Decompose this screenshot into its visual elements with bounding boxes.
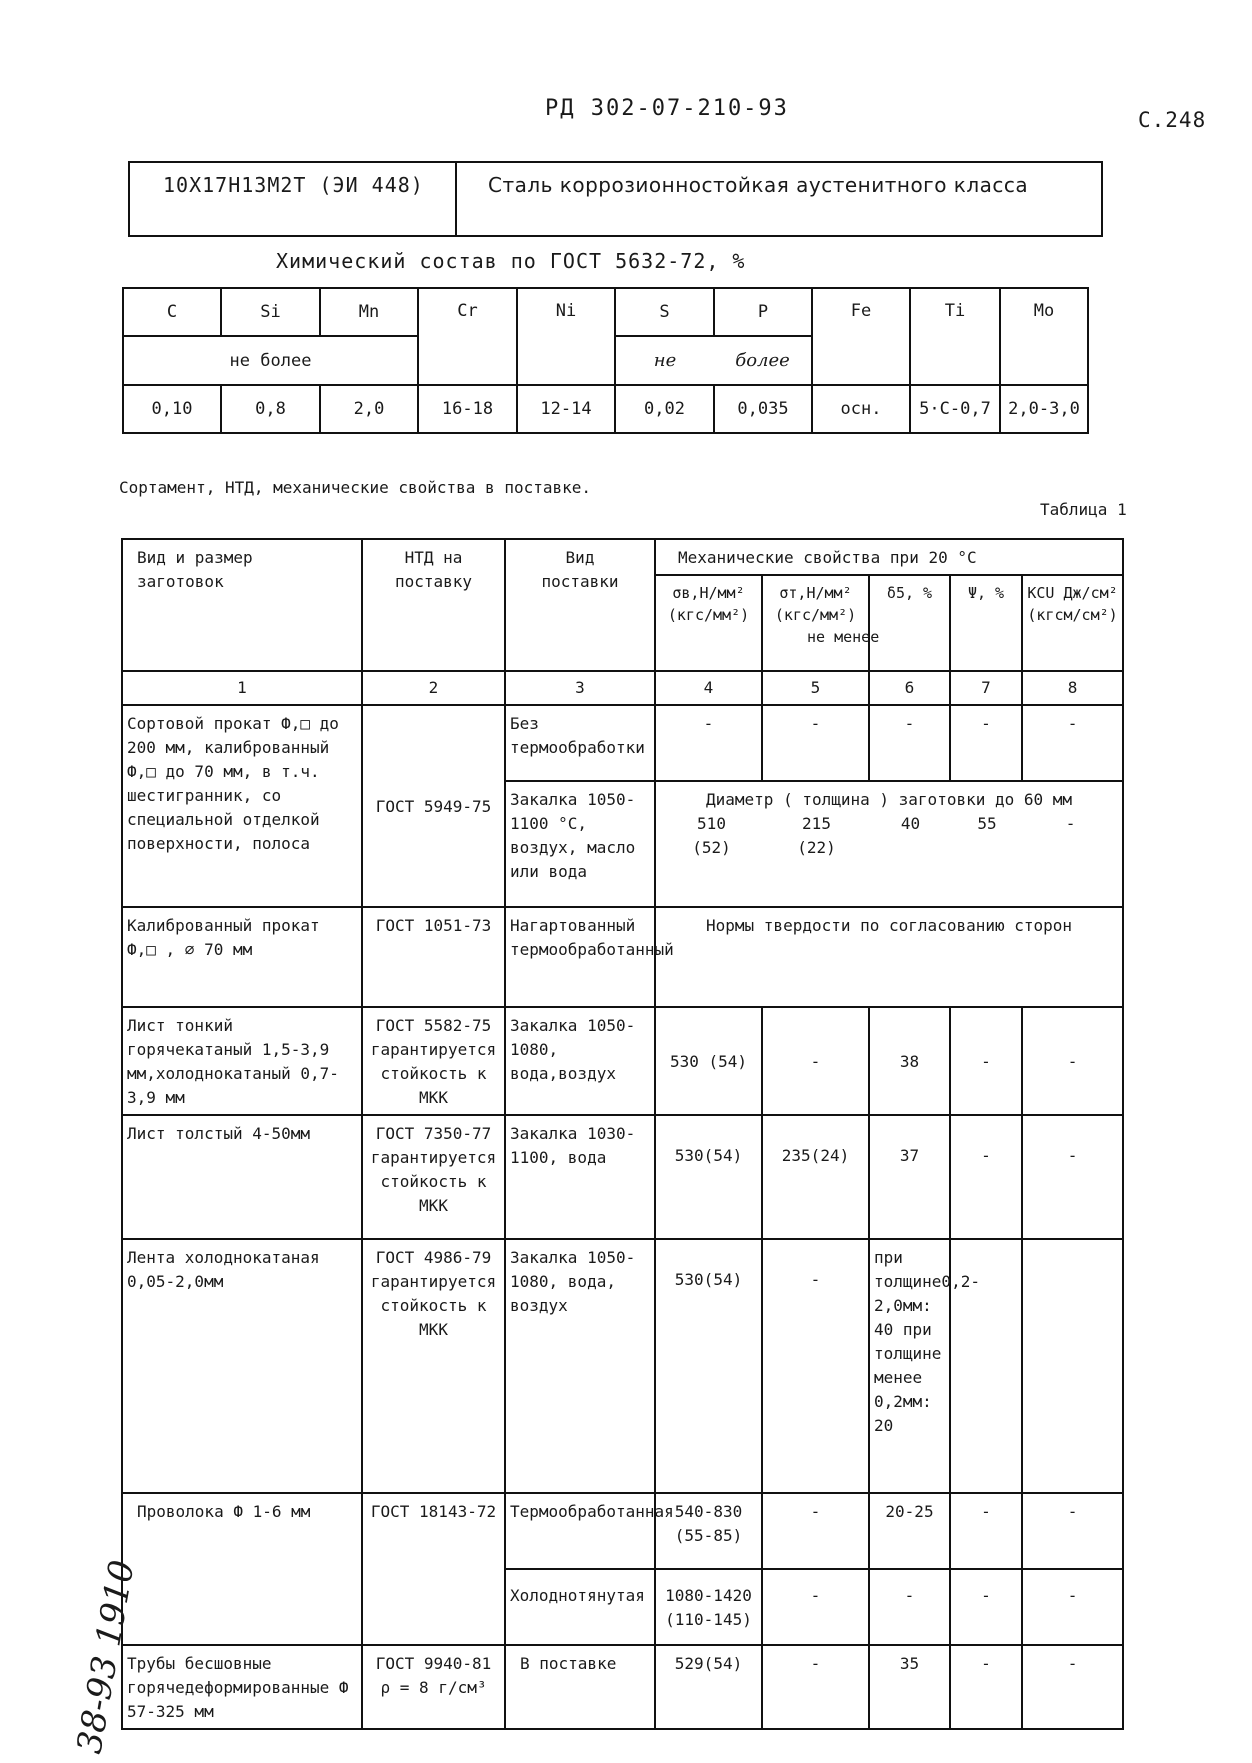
header-sigma-t xyxy=(762,575,880,671)
r1-delivery-1: Без термообработки xyxy=(505,705,655,781)
r1-ntd: ГОСТ 5949-75 xyxy=(362,705,505,907)
table-label: Таблица 1 xyxy=(1040,500,1127,519)
r1-d2-sigma-t-kgf: (22) xyxy=(797,838,836,857)
chem-header-cr: Cr xyxy=(418,288,517,385)
r1-d2-sigma-t xyxy=(763,812,870,860)
r1-d2-delta: 40 xyxy=(900,814,921,833)
r2-note: Нормы твердости по согласованию сторон xyxy=(655,907,1123,1007)
chem-header-mo: Mo xyxy=(1000,288,1088,385)
document-code: РД 302-07-210-93 xyxy=(545,96,789,121)
chem-limit-right-1: не xyxy=(615,336,714,385)
steel-description: Сталь коррозионностойкая аустенитного класса xyxy=(488,173,1029,197)
chem-value-c: 0,10 xyxy=(123,385,221,433)
r6-d2-sigma-b-kgf: (110-145) xyxy=(665,1610,752,1629)
r1-d2-sigma-b-val: 510 xyxy=(697,814,726,833)
header-delivery xyxy=(505,539,655,671)
header-sigma-b-kgf: (кгс/мм²) xyxy=(667,606,750,624)
chem-value-p: 0,035 xyxy=(714,385,812,433)
r5-kcu xyxy=(1022,1239,1123,1493)
page-number: С.248 xyxy=(1138,108,1207,132)
r2-kind: Калиброванный прокат Ф,□ , ⌀ 70 мм xyxy=(122,907,362,1007)
r6-d1-psi: - xyxy=(950,1493,1022,1569)
r1-d2-sigma-t-val: 215 xyxy=(802,814,831,833)
r3-delivery: Закалка 1050-1080, вода,воздух xyxy=(505,1007,655,1115)
r7-kind: Трубы бесшовные горячедеформированные Ф 57-325 мм xyxy=(122,1645,362,1729)
r1-d2-kcu: - xyxy=(1065,814,1076,833)
chem-value-si: 0,8 xyxy=(221,385,320,433)
steel-grade: 10Х17Н13М2Т (ЭИ 448) xyxy=(163,173,424,197)
r6-d2-sigma-b xyxy=(655,1569,762,1645)
sortament-title: Сортамент, НТД, механические свойства в поставке. xyxy=(119,478,592,497)
header-kind xyxy=(122,539,362,671)
r7-delivery: В поставке xyxy=(505,1645,655,1729)
r2-ntd: ГОСТ 1051-73 xyxy=(362,907,505,1007)
r5-delta: при толщине0,2-2,0мм: 40 при толщине менее 0,2мм: 20 xyxy=(869,1239,950,1493)
chem-header-c: C xyxy=(123,288,221,336)
r1-d2-sigma-b-kgf: (52) xyxy=(692,838,731,857)
r6-d1-sigma-t: - xyxy=(762,1493,869,1569)
r7-sigma-t: - xyxy=(762,1645,869,1729)
r7-kcu: - xyxy=(1022,1645,1123,1729)
r6-d1-delta: 20-25 xyxy=(869,1493,950,1569)
r3-delta: 38 xyxy=(869,1007,950,1115)
title-box xyxy=(128,161,1103,237)
r4-kind: Лист толстый 4-50мм xyxy=(122,1115,362,1239)
r6-d2-psi: - xyxy=(950,1569,1022,1645)
header-not-less: не менее xyxy=(807,628,880,646)
r4-delivery: Закалка 1030-1100, вода xyxy=(505,1115,655,1239)
chem-title: Химический состав по ГОСТ 5632-72, % xyxy=(276,249,746,273)
col-number-3: 3 xyxy=(505,671,655,705)
chem-limit-right-2: более xyxy=(714,336,812,385)
r6-d2-delta: - xyxy=(869,1569,950,1645)
r3-kcu: - xyxy=(1022,1007,1123,1115)
r6-kind: Проволока Ф 1-6 мм xyxy=(122,1493,362,1645)
r6-d1-sigma-b-kgf: (55-85) xyxy=(674,1526,743,1545)
chem-header-fe: Fe xyxy=(812,288,910,385)
r7-psi: - xyxy=(950,1645,1022,1729)
chem-header-si: Si xyxy=(221,288,320,336)
header-kind-text: Вид и размер заготовок xyxy=(137,548,253,591)
chem-composition-table xyxy=(122,287,1089,434)
col-number-8: 8 xyxy=(1022,671,1123,705)
title-divider xyxy=(455,163,457,235)
col-number-5: 5 xyxy=(762,671,869,705)
chem-header-ti: Ti xyxy=(910,288,1000,385)
r1-d1-delta: - xyxy=(869,705,950,781)
r1-d2-psi: 55 xyxy=(977,814,997,833)
chem-value-fe: осн. xyxy=(812,385,910,433)
margin-note-text: 38-93 1910 xyxy=(69,1557,143,1757)
r5-kind: Лента холоднокатаная 0,05-2,0мм xyxy=(122,1239,362,1493)
r6-delivery-2: Холоднотянутая xyxy=(505,1569,655,1645)
r6-d1-sigma-b-val: 540-830 xyxy=(674,1502,743,1521)
chem-header-p: P xyxy=(714,288,812,336)
r1-d1-kcu: - xyxy=(1022,705,1123,781)
r7-sigma-b: 529(54) xyxy=(655,1645,762,1729)
r4-psi: - xyxy=(950,1115,1022,1239)
r7-ntd: ГОСТ 9940-81 ρ = 8 г/см³ xyxy=(362,1645,505,1729)
r5-sigma-t: - xyxy=(762,1239,869,1493)
r5-delivery: Закалка 1050-1080, вода, воздух xyxy=(505,1239,655,1493)
chem-value-mn: 2,0 xyxy=(320,385,418,433)
header-kcu-kgf: (кгсм/см²) xyxy=(1027,606,1118,624)
header-ntd-text: НТД на поставку xyxy=(394,548,473,591)
r3-ntd: ГОСТ 5582-75 гарантируется стойкость к МКК xyxy=(362,1007,505,1115)
header-delivery-text: Вид поставки xyxy=(541,548,619,591)
chem-limit-left: не более xyxy=(123,336,418,385)
header-sigma-t-unit: σт,Н/мм² xyxy=(779,584,852,602)
col-number-6: 6 xyxy=(869,671,950,705)
header-sigma-t-kgf: (кгс/мм²) xyxy=(774,606,857,624)
r1-d1-psi: - xyxy=(950,705,1022,781)
r4-delta: 37 xyxy=(869,1115,950,1239)
r2-delivery: Нагартованный термообработанный xyxy=(505,907,655,1007)
header-kcu-unit: КСU Дж/см² xyxy=(1027,584,1118,602)
r6-delivery-1: Термообработанная xyxy=(505,1493,655,1569)
header-sigma-b xyxy=(655,575,762,671)
handwritten-margin-note xyxy=(40,1470,143,1760)
chem-header-s: S xyxy=(615,288,714,336)
r3-sigma-b: 530 (54) xyxy=(655,1007,762,1115)
r1-d1-sigma-b: - xyxy=(655,705,762,781)
r5-sigma-b: 530(54) xyxy=(655,1239,762,1493)
chem-value-ni: 12-14 xyxy=(517,385,615,433)
r6-d2-kcu: - xyxy=(1022,1569,1123,1645)
r1-d2-note: Диаметр ( толщина ) заготовки до 60 мм xyxy=(706,790,1073,809)
r6-ntd: ГОСТ 18143-72 xyxy=(362,1493,505,1645)
r7-delta: 35 xyxy=(869,1645,950,1729)
header-mech: Механические свойства при 20 °С xyxy=(655,539,1123,575)
r1-d2-sigma-b xyxy=(660,812,763,860)
r1-kind: Сортовой прокат Ф,□ до 200 мм, калиброванный Ф,□ до 70 мм, в т.ч. шестигранник, со специальной отделкой поверхности, полоса xyxy=(122,705,362,907)
chem-header-mn: Mn xyxy=(320,288,418,336)
header-ntd xyxy=(362,539,505,671)
header-psi: Ψ, % xyxy=(950,575,1022,671)
r3-kind: Лист тонкий горячекатаный 1,5-3,9 мм,холоднокатаный 0,7-3,9 мм xyxy=(122,1007,362,1115)
r1-delivery-2: Закалка 1050-1100 °С, воздух, масло или вода xyxy=(505,781,655,907)
header-delta: δ5, % xyxy=(869,575,950,671)
r4-kcu: - xyxy=(1022,1115,1123,1239)
chem-value-s: 0,02 xyxy=(615,385,714,433)
r3-sigma-t: - xyxy=(762,1007,869,1115)
r4-sigma-b: 530(54) xyxy=(655,1115,762,1239)
r1-d2-grid xyxy=(660,812,1118,860)
chem-value-ti: 5·С-0,7 xyxy=(910,385,1000,433)
r4-ntd: ГОСТ 7350-77 гарантируется стойкость к МКК xyxy=(362,1115,505,1239)
chem-value-mo: 2,0-3,0 xyxy=(1000,385,1088,433)
r5-ntd: ГОСТ 4986-79 гарантируется стойкость к МКК xyxy=(362,1239,505,1493)
r3-psi: - xyxy=(950,1007,1022,1115)
col-number-4: 4 xyxy=(655,671,762,705)
r4-sigma-t: 235(24) xyxy=(762,1115,869,1239)
header-kcu xyxy=(1022,575,1123,671)
mechanical-properties-table xyxy=(121,538,1124,1730)
chem-value-cr: 16-18 xyxy=(418,385,517,433)
col-number-7: 7 xyxy=(950,671,1022,705)
r6-d1-kcu: - xyxy=(1022,1493,1123,1569)
chem-header-ni: Ni xyxy=(517,288,615,385)
header-sigma-b-unit: σв,Н/мм² xyxy=(672,584,745,602)
r6-d2-sigma-b-val: 1080-1420 xyxy=(665,1586,752,1605)
col-number-2: 2 xyxy=(362,671,505,705)
r6-d2-sigma-t: - xyxy=(762,1569,869,1645)
col-number-1: 1 xyxy=(122,671,362,705)
r1-d1-sigma-t: - xyxy=(762,705,869,781)
r1-d2-values xyxy=(655,781,1123,907)
